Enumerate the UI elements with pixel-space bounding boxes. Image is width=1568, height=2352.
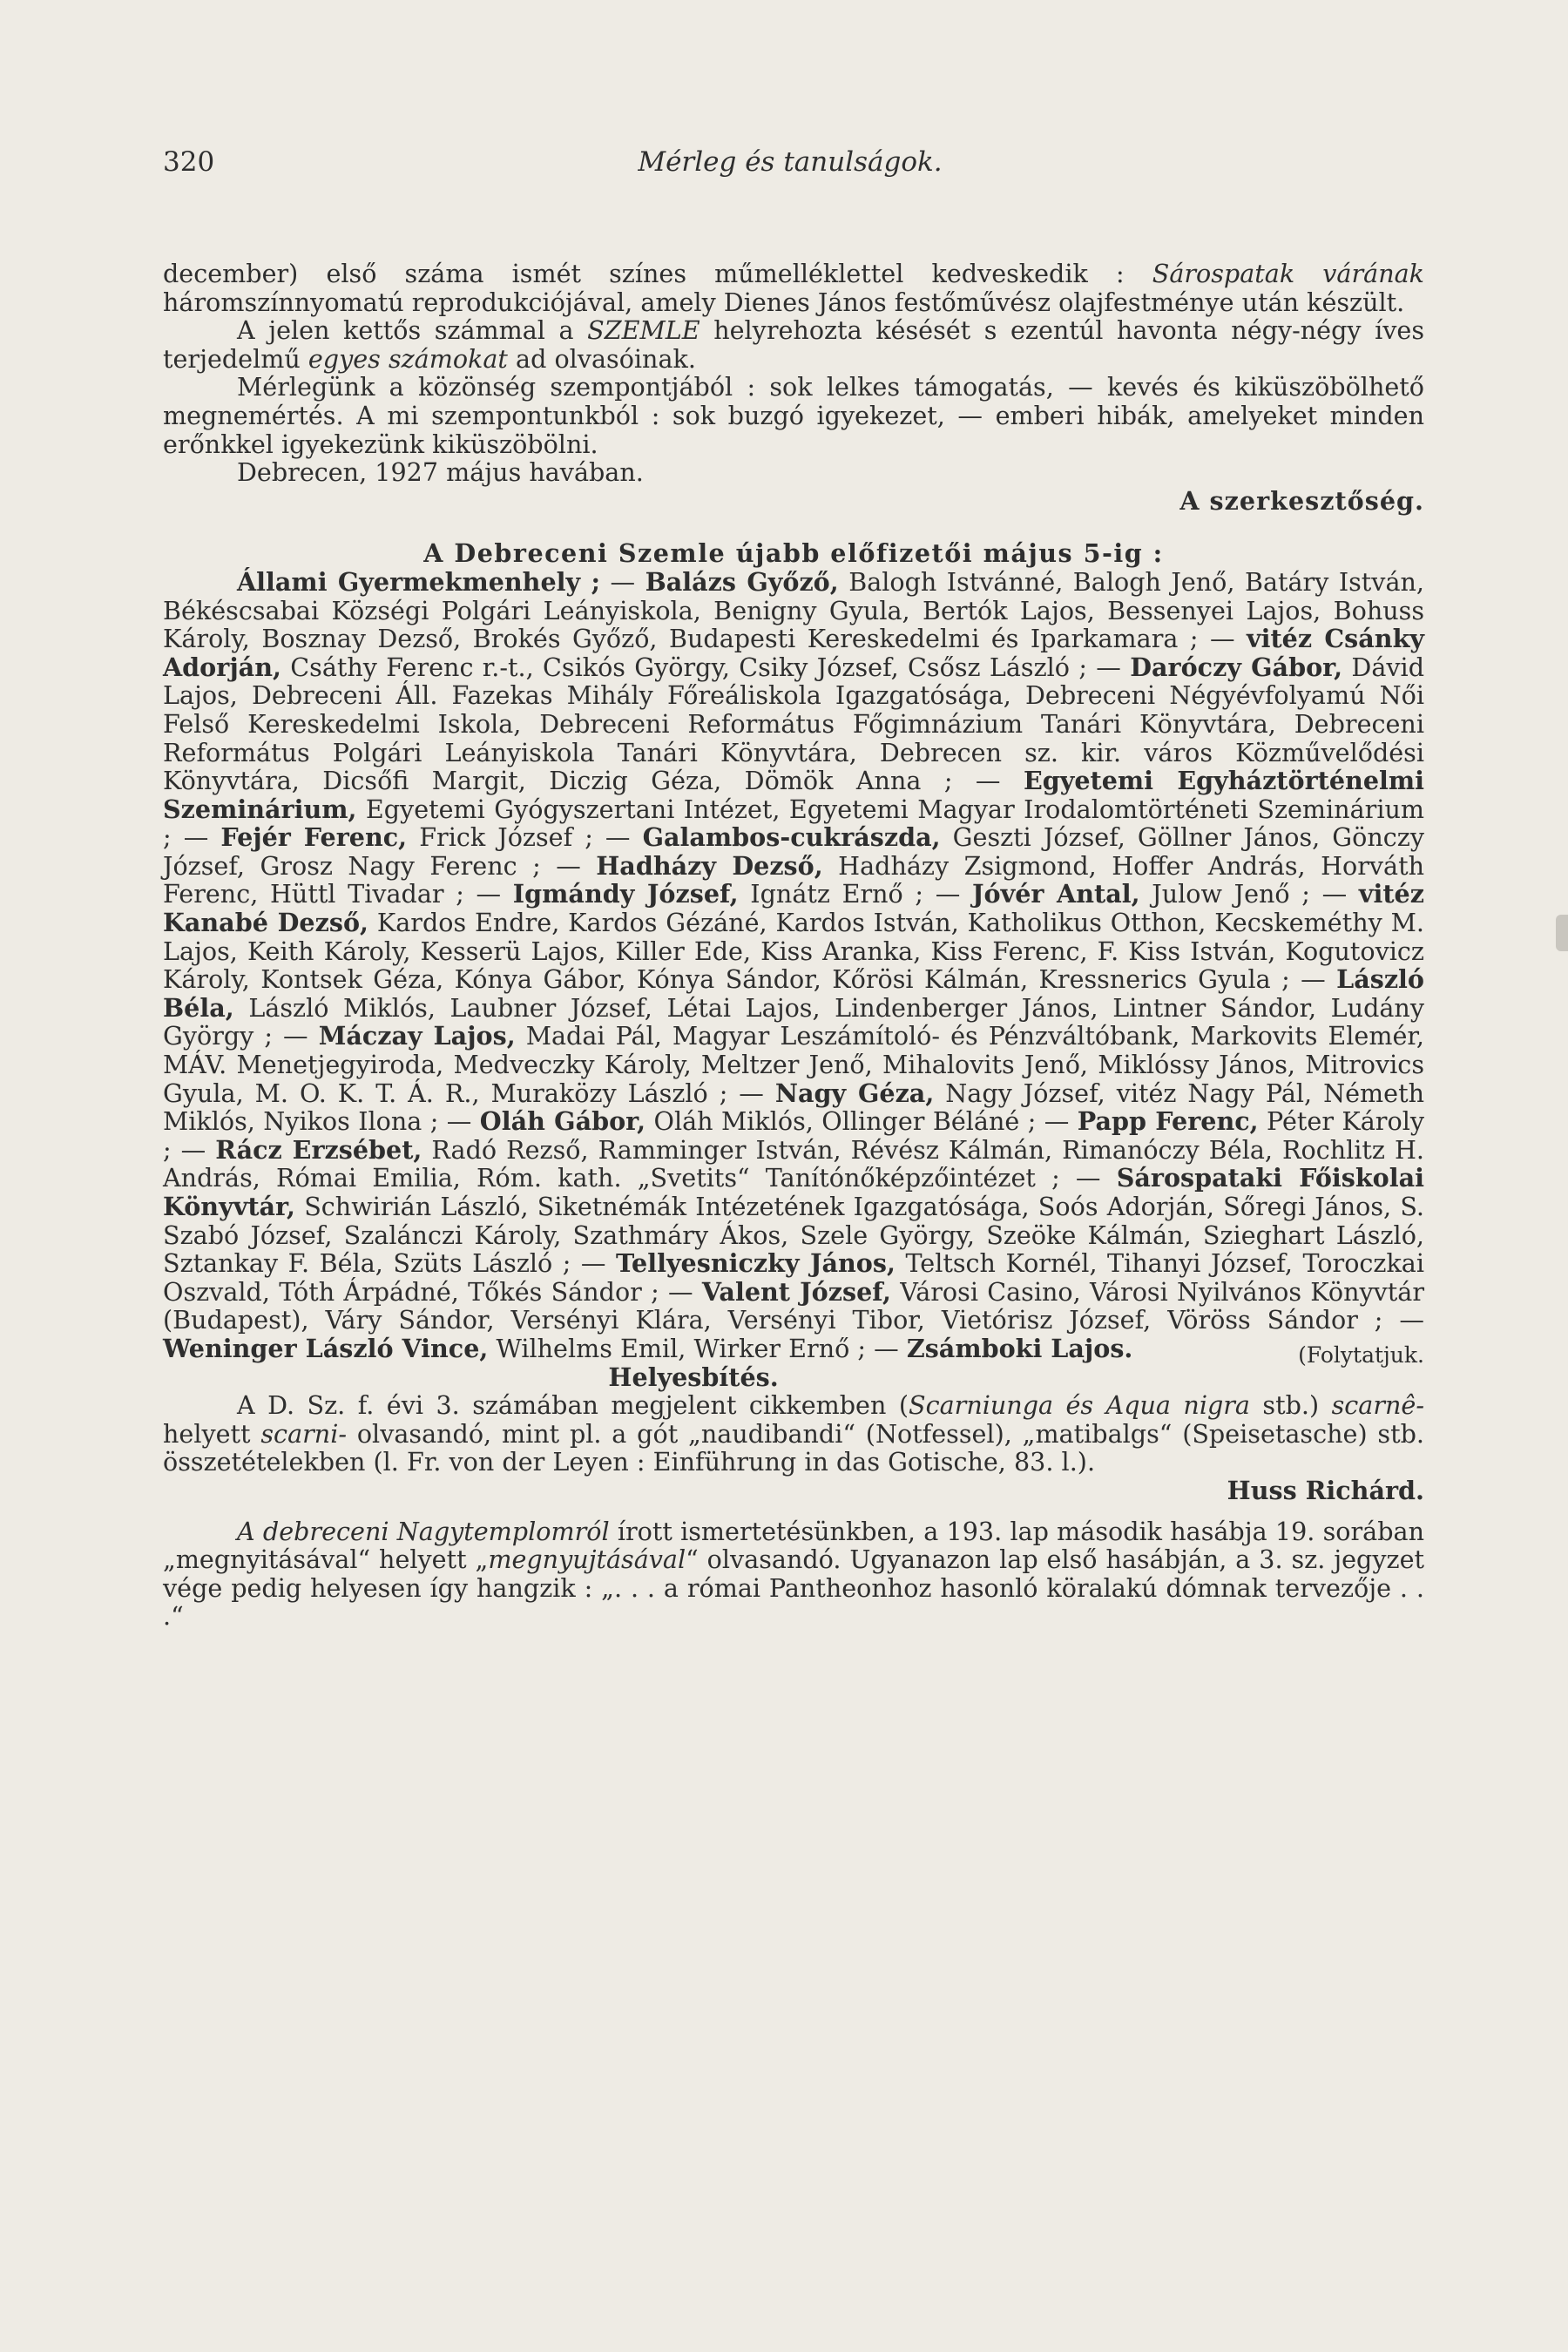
subscriber-bold: vitéz Kanabé Dezső,: [163, 879, 1424, 938]
subscriber-bold: vitéz Csánky Adorján,: [163, 624, 1425, 682]
subscriber-text: Oláh Miklós, Ollinger Béláné ; —: [645, 1106, 1078, 1137]
subscriber-bold: Hadházy Dezső,: [596, 850, 823, 881]
italic-term: scarni-: [260, 1418, 348, 1449]
text-run: A D. Sz. f. évi 3. számában megjelent cikkemben (: [237, 1390, 909, 1421]
subscriber-bold: Állami Gyermekmenhely ;: [237, 566, 601, 597]
text-run: írott ismertetésünkben, a 193. lap második hasábja 19. sorában „megnyitásával“ helyett „: [163, 1516, 1424, 1575]
subscriber-text: Geszti József, Göllner János, Gönczy József, Grosz Nagy Ferenc ; —: [163, 822, 1424, 881]
subscriber-text: Teltsch Kornél, Tihanyi József, Toroczkai Oszvald, Tóth Árpádné, Tőkés Sándor ; —: [163, 1248, 1425, 1307]
continued-note: (Folytatjuk.: [1298, 1342, 1424, 1368]
subscriber-bold: Weninger László Vince,: [163, 1333, 489, 1363]
subscriber-text: Dávid Lajos, Debreceni Áll. Fazekas Mihály Főreáliskola Igazgatósága, Debreceni Négyévfolyamú Női Felső Kereskedelmi Iskola, Debreceni Református Főgimnázium Tanári Könyvtára, Debreceni Református Polgári Leányiskola Tanári Könyvtára, Debrecen sz. kir. város Közművelődési Könyvtára, Dicsőfi Margit, Diczig Géza, Dömök Anna ; —: [163, 652, 1424, 796]
italic-title: A debreceni Nagytemplomról: [237, 1516, 610, 1546]
correction-author: Huss Richárd.: [1227, 1475, 1424, 1505]
page-header: [163, 146, 1417, 190]
place-date: Debrecen, 1927 május havában.: [237, 457, 644, 488]
italic-term: megnyujtásával: [488, 1544, 686, 1575]
page-number: 320: [163, 146, 215, 178]
subscriber-bold: Balázs Győző,: [645, 566, 839, 597]
subscriber-bold: László Béla,: [163, 964, 1424, 1023]
text-run: A jelen kettős számmal a: [237, 315, 574, 346]
subscriber-bold: Igmándy József,: [512, 879, 739, 909]
running-title: Mérleg és tanulságok.: [638, 146, 943, 178]
subscriber-text: Balogh Istvánné, Balogh Jenő, Batáry István, Békéscsabai Községi Polgári Leányiskola, Benigny Gyula, Bertók Lajos, Bessenyei Lajos, Bohuss Károly, Bosznay Dezső, Brokés Győző, Budapesti Kereskedelmi és Iparkamara ; —: [163, 566, 1425, 654]
text-run: helyett: [163, 1418, 261, 1449]
subscriber-bold: Nagy Géza,: [774, 1078, 935, 1108]
subscriber-bold: Egyetemi Egyháztörténelmi Szeminárium,: [163, 766, 1425, 824]
subscriber-text: Csáthy Ferenc r.-t., Csikós György, Csiky József, Csősz László ; —: [280, 652, 1131, 682]
subscriber-text: Wilhelms Emil, Wirker Ernő ; —: [488, 1333, 907, 1363]
corrections-heading: Helyesbítés.: [608, 1362, 779, 1392]
subscriber-text: Nagy József, vitéz Nagy Pál, Németh Miklós, Nyikos Ilona ; —: [163, 1078, 1424, 1137]
subscriber-bold: Valent József,: [701, 1276, 891, 1307]
subscriber-text: László Miklós, Laubner József, Létai Lajos, Lindenberger János, Lintner Sándor, Ludány György ; —: [163, 992, 1424, 1051]
subscriber-text: Hadházy Zsigmond, Hoffer András, Horváth Ferenc, Hüttl Tivadar ; —: [163, 850, 1424, 909]
subscriber-bold: Papp Ferenc,: [1077, 1106, 1259, 1137]
subscriber-text: Schwirián László, Siketnémák Intézetének Igazgatósága, Soós Adorján, Sőregi János, S. Szabó József, Szalánczi Károly, Szathmáry Ákos, Szele György, Szeöke Kálmán, Szieghart László, Sztankay F. Béla, Szüts László ; —: [163, 1192, 1424, 1279]
subscriber-text: Péter Károly ; —: [163, 1106, 1424, 1165]
subscriber-bold: Tellyesniczky János,: [616, 1248, 896, 1279]
subscriber-bold: Fejér Ferenc,: [220, 822, 408, 853]
subscribers-heading: A Debreceni Szemle újabb előfizetői május 5-ig :: [423, 538, 1164, 569]
page-edge-mark: [1556, 915, 1568, 951]
subscriber-bold: Máczay Lajos,: [318, 1021, 516, 1051]
subscriber-bold: Sárospataki Főiskolai Könyvtár,: [163, 1163, 1425, 1221]
subscriber-bold: Jóvér Antal,: [972, 879, 1140, 909]
subscriber-text: Városi Casino, Városi Nyilvános Könyvtár (Budapest), Váry Sándor, Versényi Klára, Versényi Tibor, Vietórisz József, Vöröss Sándor ; —: [163, 1276, 1424, 1335]
italic-title: Scarniunga és Aqua nigra: [909, 1390, 1250, 1421]
intro-paragraph-3: Mérlegünk a közönség szempontjából : sok lelkes támogatás, — kevés és kiküszöbölhető megnemértés. A mi szempontunkból : sok buzgó igyekezet, — emberi hibák, amelyeket minden erőnkkel igyekezünk kiküszöbölni.: [163, 372, 1424, 459]
text-run: ad olvasóinak.: [516, 343, 696, 374]
text-run: helyrehozta késését s ezentúl havonta négy-négy íves terjedelmű: [163, 315, 1424, 374]
subscriber-text: Egyetemi Gyógyszertani Intézet, Egyetemi Magyar Irodalomtörténeti Szeminárium ; —: [163, 794, 1424, 853]
intro-paragraph-2: [163, 316, 1424, 373]
correction-paragraph-1: [163, 1391, 1424, 1477]
subscriber-text: Kardos Endre, Kardos Gézáné, Kardos István, Katholikus Otthon, Kecskeméthy M. Lajos, Keith Károly, Kesserü Lajos, Killer Ede, Kiss Aranka, Kiss Ferenc, F. Kiss István, Kogutovicz Károly, Kontsek Géza, Kónya Gábor, Kónya Sándor, Kőrösi Kálmán, Kressnerics Gyula ; —: [163, 908, 1425, 995]
subscriber-text: —: [600, 566, 645, 597]
subscriber-bold: Zsámboki Lajos.: [906, 1333, 1133, 1363]
subscriber-text: Madai Pál, Magyar Leszámítoló- és Pénzváltóbank, Markovits Elemér, MÁV. Menetjegyiroda, Medveczky Károly, Meltzer Jenő, Mihalovits Jenő, Miklóssy János, Mitrovics Gyula, M. O. K. T. Á. R., Muraközy László ; —: [163, 1021, 1424, 1108]
page-body: [163, 260, 1424, 1631]
intro-paragraph-1: [163, 260, 1424, 316]
text-run: december) első száma ismét színes műmelléklettel kedveskedik :: [163, 259, 1125, 288]
italic-title: Sárospatak várának: [1152, 259, 1424, 288]
subscriber-text: Radó Rezső, Ramminger István, Révész Kálmán, Rimanóczy Béla, Rochlitz H. András, Római Emilia, Róm. kath. „Svetits“ Tanítónőképzőintézet ; —: [163, 1134, 1424, 1193]
italic-term: scarnê-: [1331, 1390, 1424, 1421]
text-run: “ olvasandó. Ugyanazon lap első hasábján, a 3. sz. jegyzet vége pedig helyesen így hangzik : „. . . a római Pantheonhoz hasonló köralakú dómnak tervezője . . .“: [163, 1544, 1424, 1632]
italic-phrase: egyes számokat: [308, 343, 508, 374]
editorial-signature: A szerkesztőség.: [1179, 485, 1424, 516]
subscriber-bold: Daróczy Gábor,: [1130, 652, 1343, 682]
subscriber-text: Julow Jenő ; —: [1139, 879, 1359, 909]
text-run: háromszínnyomatú reprodukciójával, amely Dienes János festőművész olajfestménye után készült.: [163, 287, 1405, 317]
correction-paragraph-2: [163, 1517, 1424, 1631]
text-run: olvasandó, mint pl. a gót „naudibandi“ (Notfessel), „matibalgs“ (Speisetasche) stb. összetételekben (l. Fr. von der Leyen : Einführung in das Gotische, 83. l.).: [163, 1418, 1424, 1477]
subscriber-bold: Oláh Gábor,: [479, 1106, 646, 1137]
subscriber-text: Frick József ; —: [407, 822, 643, 853]
subscriber-text: Ignátz Ernő ; —: [738, 879, 973, 909]
italic-journal-name: SZEMLE: [587, 315, 700, 346]
text-run: stb.): [1249, 1390, 1332, 1421]
subscribers-list: [163, 566, 1425, 1368]
subscriber-bold: Rácz Erzsébet,: [215, 1134, 422, 1165]
subscriber-bold: Galambos-cukrászda,: [642, 822, 941, 853]
